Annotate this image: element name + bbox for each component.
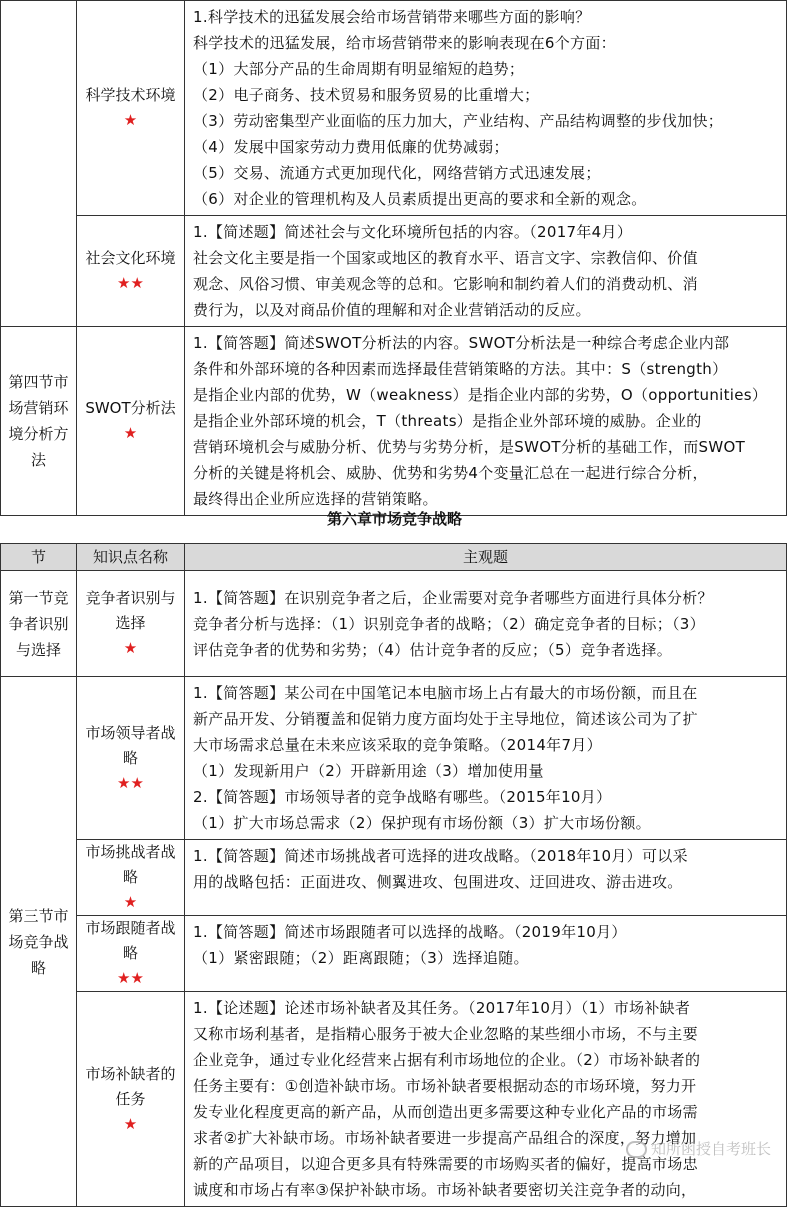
content-line: （4）发展中国家劳动力费用低廉的优势减弱； <box>193 138 509 156</box>
content-line: 新的产品项目，以迎合更多具有特殊需要的市场购买者的偏好，提高市场忠 <box>193 1155 698 1173</box>
content-line: 新产品开发、分销覆盖和促销力度方面均处于主导地位，简述该公司为了扩 <box>193 710 698 728</box>
star-rating: ★ <box>123 111 138 129</box>
knowledge-point-name: 市场领导者战略 <box>85 723 176 767</box>
knowledge-point-cell <box>77 571 185 677</box>
wechat-icon <box>626 1141 647 1158</box>
content-line: 大市场需求总量在未来应该采取的竞争策略。（2014年7月） <box>193 736 602 754</box>
content-line: 1.【简答题】简述市场挑战者可选择的进攻战略。（2018年10月）可以采 <box>193 847 688 865</box>
section-cell <box>1 1 77 327</box>
content-line: 社会文化主要是指一个国家或地区的教育水平、语言文字、宗教信仰、价值 <box>193 249 698 267</box>
table-row <box>1 677 787 840</box>
content-line: 发专业化程度更高的新产品，从而创造出更多需要这种专业化产品的市场需 <box>193 1103 698 1121</box>
content-line: 费行为，以及对商品价值的理解和对企业营销活动的反应。 <box>193 301 591 319</box>
content-line: （1）紧密跟随；（2）距离跟随；（3）选择追随。 <box>193 949 529 967</box>
star-rating: ★ <box>123 893 138 911</box>
content-line: 1.【简答题】在识别竞争者之后，企业需要对竞争者哪些方面进行具体分析？ <box>193 588 713 607</box>
content-line: 1.【简答题】某公司在中国笔记本电脑市场上占有最大的市场份额，而且在 <box>193 684 698 702</box>
content-line: （5）交易、流通方式更加现代化，网络营销方式迅速发展； <box>193 164 601 182</box>
table-row <box>1 1 787 216</box>
table-row <box>1 571 787 677</box>
content-line: 是指企业内部的优势，W（weakness）是指企业内部的劣势，O（opportunities） <box>193 386 768 404</box>
knowledge-point-cell <box>77 916 185 992</box>
section-name: 第三节市场竞争战略 <box>8 906 69 977</box>
star-rating: ★★ <box>117 274 144 292</box>
star-rating: ★ <box>123 639 138 657</box>
knowledge-table-ch6 <box>0 543 787 1207</box>
section-cell <box>1 677 77 1207</box>
section-cell <box>1 571 77 677</box>
content-cell <box>185 840 787 916</box>
content-cell <box>185 571 787 677</box>
table-row <box>1 916 787 992</box>
content-line: 1.【论述题】论述市场补缺者及其任务。（2017年10月）（1）市场补缺者 <box>193 999 691 1017</box>
content-line: 求者②扩大补缺市场。市场补缺者要进一步提高产品组合的深度，努力增加 <box>193 1129 697 1147</box>
watermark <box>626 1138 771 1159</box>
knowledge-point-name: SWOT分析法 <box>85 399 176 417</box>
knowledge-point-name: 市场补缺者的任务 <box>85 1064 176 1108</box>
chapter-title: 第六章市场竞争战略 <box>326 510 462 528</box>
knowledge-point-name: 市场挑战者战略 <box>85 843 176 886</box>
knowledge-point-name: 科学技术环境 <box>85 86 176 104</box>
section-name: 第四节市场营销环境分析方法 <box>8 373 69 469</box>
knowledge-point-cell <box>77 992 185 1207</box>
content-line: （1）发现新用户（2）开辟新用途（3）增加使用量 <box>193 762 544 780</box>
content-cell <box>185 1 787 216</box>
content-line: 科学技术的迅猛发展，给市场营销带来的影响表现在6个方面： <box>193 34 616 52</box>
star-rating: ★ <box>123 1114 138 1133</box>
content-line: 观念、风俗习惯、审美观念等的总和。它影响和制约着人们的消费动机、消 <box>193 275 698 293</box>
table-row <box>1 327 787 516</box>
star-rating: ★ <box>123 424 138 442</box>
knowledge-point-cell <box>77 1 185 216</box>
knowledge-point-name: 竞争者识别与选择 <box>85 589 176 632</box>
knowledge-point-name: 社会文化环境 <box>85 249 176 267</box>
content-line: 1.科学技术的迅猛发展会给市场营销带来哪些方面的影响？ <box>193 8 591 26</box>
header-section: 节 <box>1 544 77 571</box>
section-cell <box>1 327 77 516</box>
table-header-row <box>1 544 787 571</box>
content-line: （1）大部分产品的生命周期有明显缩短的趋势； <box>193 60 525 78</box>
table-row <box>1 992 787 1207</box>
content-line: 又称市场利基者，是指精心服务于被大企业忽略的某些细小市场，不与主要 <box>193 1025 698 1043</box>
content-line: 任务主要有：①创造补缺市场。市场补缺者要根据动态的市场环境，努力开 <box>193 1077 697 1095</box>
content-line: 最终得出企业所应选择的营销策略。 <box>193 490 438 508</box>
content-line: 条件和外部环境的各种因素而选择最佳营销策略的方法。其中：S（strength） <box>193 360 728 378</box>
content-line: 1.【简答题】简述SWOT分析法的内容。SWOT分析法是一种综合考虑企业内部 <box>193 334 730 352</box>
content-line: 企业竞争，通过专业化经营来占据有利市场地位的企业。（2）市场补缺者的 <box>193 1051 701 1069</box>
content-line: 分析的关键是将机会、威胁、优势和劣势4个变量汇总在一起进行综合分析， <box>193 464 708 482</box>
content-line: 2.【简答题】市场领导者的竞争战略有哪些。（2015年10月） <box>193 788 612 806</box>
content-line: 评估竞争者的优势和劣势；（4）估计竞争者的反应；（5）竞争者选择。 <box>193 640 672 659</box>
content-cell <box>185 992 787 1207</box>
table-row <box>1 840 787 916</box>
star-rating: ★★ <box>117 773 144 792</box>
star-rating: ★★ <box>117 969 144 987</box>
content-cell <box>185 216 787 327</box>
knowledge-point-cell <box>77 327 185 516</box>
content-line: 1.【简述题】简述社会与文化环境所包括的内容。（2017年4月） <box>193 223 633 241</box>
content-cell <box>185 916 787 992</box>
watermark-text: 知所函授自考班长 <box>650 1140 771 1158</box>
header-subjective: 主观题 <box>185 544 787 571</box>
knowledge-point-cell <box>77 677 185 840</box>
content-line: （2）电子商务、技术贸易和服务贸易的比重增大； <box>193 86 540 104</box>
content-line: （6）对企业的管理机构及人员素质提出更高的要求和全新的观念。 <box>193 190 647 208</box>
content-line: 诚度和市场占有率③保护补缺市场。市场补缺者要密切关注竞争者的动向， <box>193 1181 697 1199</box>
table-row <box>1 216 787 327</box>
content-line: （3）劳动密集型产业面临的压力加大，产业结构、产品结构调整的步伐加快； <box>193 112 724 130</box>
section-name: 第一节竞争者识别与选择 <box>8 588 69 659</box>
knowledge-point-cell <box>77 840 185 916</box>
knowledge-table-ch5 <box>0 0 787 516</box>
content-line: 用的战略包括：正面进攻、侧翼进攻、包围进攻、迂回进攻、游击进攻。 <box>193 873 683 891</box>
content-cell <box>185 327 787 516</box>
content-line: 竞争者分析与选择：（1）识别竞争者的战略；（2）确定竞争者的目标；（3） <box>193 614 705 633</box>
content-line: 营销环境机会与威胁分析、优势与劣势分析，是SWOT分析的基础工作，而SWOT <box>193 438 746 456</box>
header-knowledge-point: 知识点名称 <box>77 544 185 571</box>
knowledge-point-cell <box>77 216 185 327</box>
knowledge-point-name: 市场跟随者战略 <box>85 919 176 962</box>
content-cell <box>185 677 787 840</box>
content-line: 是指企业外部环境的机会，T（threats）是指企业外部环境的威胁。企业的 <box>193 412 702 430</box>
content-line: （1）扩大市场总需求（2）保护现有市场份额（3）扩大市场份额。 <box>193 814 651 832</box>
content-line: 1.【简答题】简述市场跟随者可以选择的战略。（2019年10月） <box>193 923 627 941</box>
